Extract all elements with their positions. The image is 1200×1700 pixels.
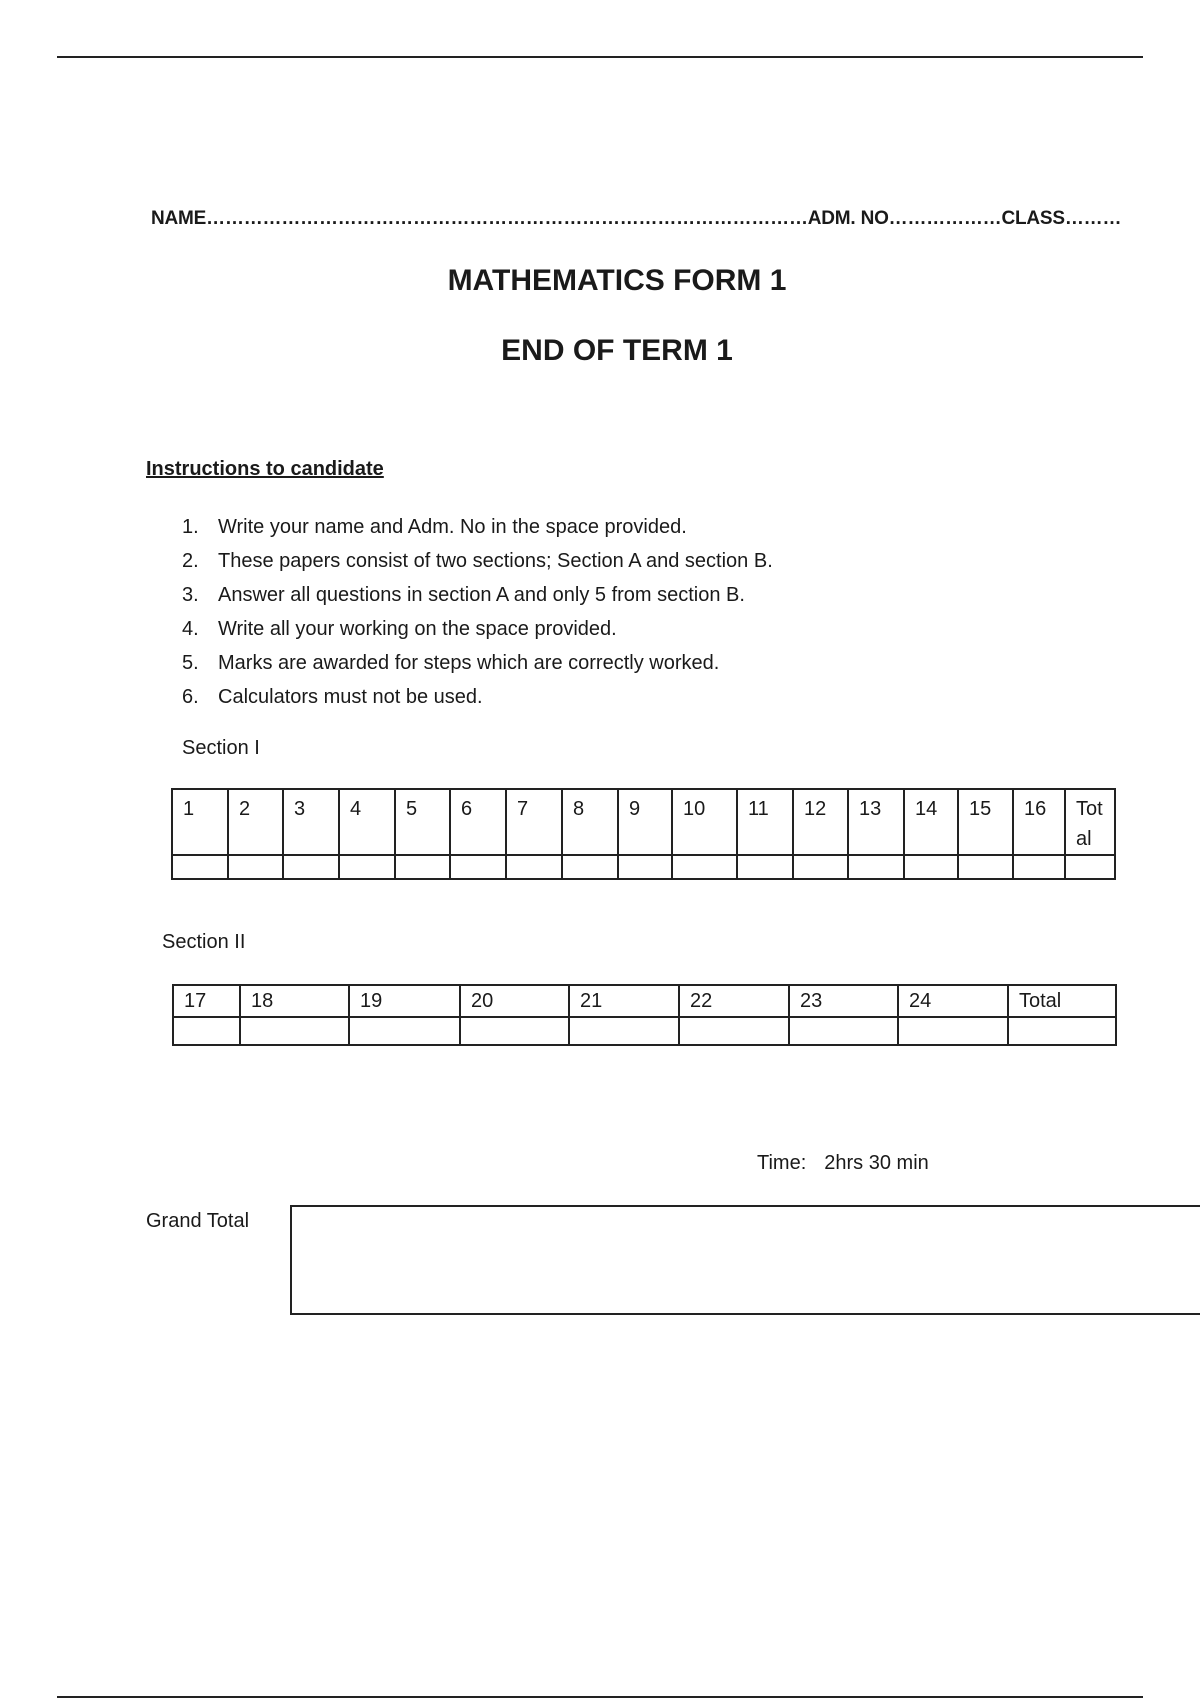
question-number-cell: 24 [898,985,1008,1017]
score-cell[interactable] [395,855,450,879]
score-cell[interactable] [240,1017,349,1045]
score-cell[interactable] [460,1017,569,1045]
student-info-line: NAME……………………………………………………………………………………ADM. NO………………CLASS……… [151,208,1122,229]
total-score-cell[interactable] [1065,855,1115,879]
score-cell[interactable] [339,855,395,879]
instruction-item [182,544,773,578]
instruction-item [182,646,773,680]
question-number-cell: 3 [283,789,339,855]
instruction-number: 2. [182,550,199,572]
score-cell[interactable] [172,855,228,879]
score-cell[interactable] [789,1017,898,1045]
question-number-cell: 11 [737,789,793,855]
exam-duration [757,1152,929,1175]
instruction-number: 3. [182,584,199,606]
instruction-text: Calculators must not be used. [218,686,483,708]
instruction-number: 6. [182,686,199,708]
score-cell[interactable] [569,1017,679,1045]
question-number-cell: 14 [904,789,958,855]
question-number-cell: 1 [172,789,228,855]
question-number-cell: 13 [848,789,904,855]
question-number-cell: 20 [460,985,569,1017]
instruction-number: 1. [182,516,199,538]
question-number-cell: 8 [562,789,618,855]
question-number-cell: 23 [789,985,898,1017]
section-1-score-row [172,855,1115,879]
time-value: 2hrs 30 min [824,1152,929,1174]
section-2-header-row [173,985,1116,1017]
instructions-list [182,510,773,714]
question-number-cell: 15 [958,789,1013,855]
time-label: Time: [757,1152,807,1174]
score-cell[interactable] [506,855,562,879]
instruction-text: These papers consist of two sections; Section A and section B. [218,550,773,572]
question-number-cell: 22 [679,985,789,1017]
score-cell[interactable] [228,855,283,879]
question-number-cell: 5 [395,789,450,855]
question-number-cell: 19 [349,985,460,1017]
instruction-number: 5. [182,652,199,674]
section-1-header-row [172,789,1115,855]
score-cell[interactable] [898,1017,1008,1045]
section-2-marks-table [172,984,1117,1046]
score-cell[interactable] [450,855,506,879]
score-cell[interactable] [904,855,958,879]
score-cell[interactable] [562,855,618,879]
score-cell[interactable] [737,855,793,879]
total-score-cell[interactable] [1008,1017,1116,1045]
instruction-text: Marks are awarded for steps which are correctly worked. [218,652,720,674]
bottom-rule [57,1696,1143,1698]
instruction-text: Answer all questions in section A and only 5 from section B. [218,584,745,606]
instruction-text: Write your name and Adm. No in the space provided. [218,516,687,538]
instruction-item [182,612,773,646]
section-1-label: Section I [182,737,260,759]
top-rule [57,56,1143,58]
instruction-item [182,680,773,714]
instructions-heading: Instructions to candidate [146,458,384,480]
grand-total-label: Grand Total [146,1210,250,1232]
question-number-cell: 16 [1013,789,1065,855]
total-header-cell: Total [1065,789,1115,855]
section-1-marks-table [171,788,1116,880]
question-number-cell: 21 [569,985,679,1017]
score-cell[interactable] [958,855,1013,879]
instruction-item [182,510,773,544]
question-number-cell: 2 [228,789,283,855]
score-cell[interactable] [283,855,339,879]
grand-total-box[interactable] [290,1205,1200,1315]
score-cell[interactable] [618,855,672,879]
question-number-cell: 4 [339,789,395,855]
score-cell[interactable] [1013,855,1065,879]
section-2-score-row [173,1017,1116,1045]
question-number-cell: 10 [672,789,737,855]
question-number-cell: 6 [450,789,506,855]
instruction-item [182,578,773,612]
score-cell[interactable] [349,1017,460,1045]
score-cell[interactable] [679,1017,789,1045]
total-header-cell: Total [1008,985,1116,1017]
question-number-cell: 12 [793,789,848,855]
question-number-cell: 9 [618,789,672,855]
section-2-label: Section II [162,931,246,953]
score-cell[interactable] [793,855,848,879]
score-cell[interactable] [173,1017,240,1045]
instruction-text: Write all your working on the space provided. [218,618,617,640]
question-number-cell: 18 [240,985,349,1017]
instruction-number: 4. [182,618,199,640]
question-number-cell: 7 [506,789,562,855]
score-cell[interactable] [672,855,737,879]
score-cell[interactable] [848,855,904,879]
question-number-cell: 17 [173,985,240,1017]
exam-title: MATHEMATICS FORM 1 [447,264,787,297]
exam-subtitle: END OF TERM 1 [501,334,733,367]
